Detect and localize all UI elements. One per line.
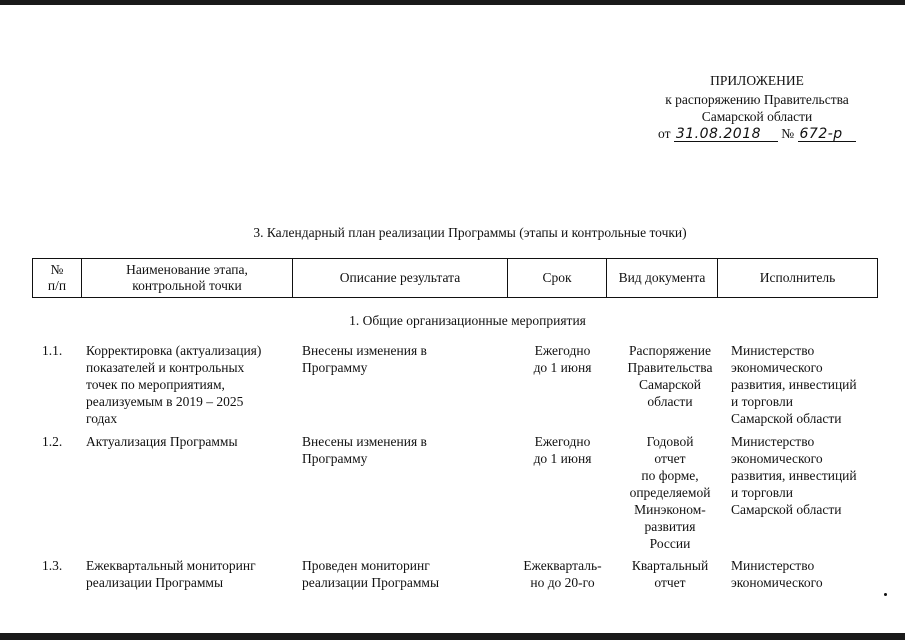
row-document: Годовой отчет по форме, определяемой Минэконом- развития России <box>629 434 711 551</box>
appendix-number-prefix: № <box>781 126 795 141</box>
row-result: Проведен мониторинг реализации Программы <box>302 558 440 590</box>
appendix-line-2: Самарской области <box>701 109 813 124</box>
appendix-number: 672-р <box>798 127 856 142</box>
scan-bottom-border <box>0 633 905 640</box>
row-term: Ежегодно до 1 июня <box>533 343 592 375</box>
row-executor: Министерство экономического развития, инвестиций и торговли Самарской области <box>731 343 857 426</box>
scan-top-border <box>0 0 905 5</box>
header-col-doc: Вид документа <box>607 259 718 298</box>
scan-speck <box>884 593 887 596</box>
row-result: Внесены изменения в Программу <box>302 434 427 466</box>
row-term: Ежекварталь- но до 20-го <box>523 558 602 590</box>
row-document: Распоряжение Правительства Самарской области <box>627 343 713 409</box>
plan-table-header <box>32 258 878 298</box>
row-name: Корректировка (актуализация) показателей и контрольных точек по мероприятиям, реализуемым в 2019 – 2025 годах <box>86 343 262 426</box>
row-number: 1.2. <box>42 434 63 449</box>
appendix-line-1: к распоряжению Правительства <box>665 92 849 107</box>
appendix-title: ПРИЛОЖЕНИЕ <box>710 73 804 88</box>
row-executor: Министерство экономического <box>731 558 823 590</box>
row-document: Квартальный отчет <box>631 558 709 590</box>
row-number: 1.1. <box>42 343 63 358</box>
row-number: 1.3. <box>42 558 63 573</box>
section-title: 3. Календарный план реализации Программы (этапы и контрольные точки) <box>253 225 687 240</box>
row-term: Ежегодно до 1 июня <box>533 434 592 466</box>
row-result: Внесены изменения в Программу <box>302 343 427 375</box>
appendix-date-line <box>658 125 856 142</box>
row-executor: Министерство экономического развития, инвестиций и торговли Самарской области <box>731 434 857 517</box>
header-col-executor: Исполнитель <box>718 259 878 298</box>
appendix-from-prefix: от <box>658 126 671 141</box>
appendix-date: 31.08.2018 <box>674 127 778 142</box>
row-name: Актуализация Программы <box>86 434 238 449</box>
header-col-term: Срок <box>508 259 607 298</box>
header-col-name: Наименование этапа, контрольной точки <box>82 259 293 298</box>
row-name: Ежеквартальный мониторинг реализации Программы <box>86 558 256 590</box>
header-col-number: № п/п <box>33 259 82 298</box>
group-title: 1. Общие организационные мероприятия <box>349 313 586 328</box>
header-col-result: Описание результата <box>293 259 508 298</box>
